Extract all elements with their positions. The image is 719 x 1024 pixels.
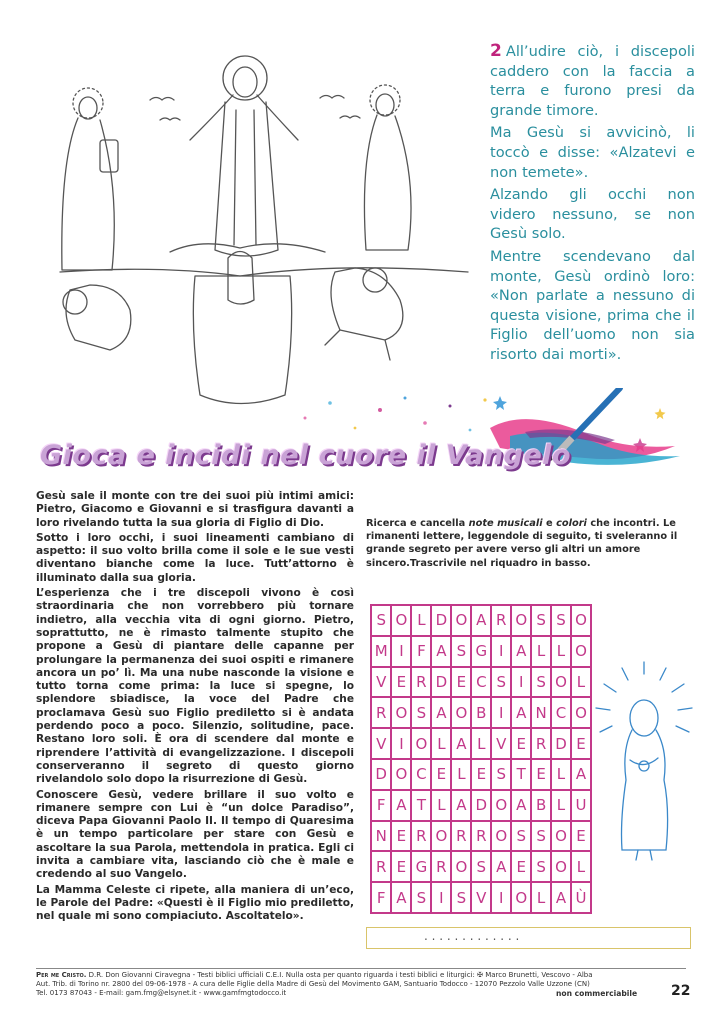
grid-cell[interactable]: N — [371, 821, 391, 852]
grid-cell[interactable]: O — [571, 605, 591, 636]
grid-cell[interactable]: S — [491, 667, 511, 698]
story-paragraph: La Mamma Celeste ci ripete, alla maniera di un’eco, le Parole del Padre: «Questi è il Figlio mio prediletto, nel quale mi sono compiaciuto. Ascoltatelo». — [36, 883, 354, 923]
grid-cell[interactable]: R — [431, 851, 451, 882]
answer-box[interactable] — [366, 927, 691, 949]
footer-divider — [36, 968, 686, 969]
footer-credits: Per me Cristo. D.R. Don Giovanni Ciravegna - Testi biblici ufficiali C.E.I. Nulla osta per quanto riguarda i testi biblici e liturgici: ✠ Marco Brunetti, Vescovo - Alba Aut. Trib. di Torino nr. 2800 del 09-06-1978 - A cura delle Figlie della Madre di Gesù del Movimento GAM, Santuario Todocco - 12070 Pezzolo Valle Uzzone (CN) Tel. 0173 87043 - E-mail: gam.fmg@elsynet.it - www.gamfmgtodocco.it — [36, 971, 593, 998]
grid-cell[interactable]: E — [471, 759, 491, 790]
grid-cell[interactable]: B — [531, 790, 551, 821]
grid-cell[interactable]: V — [371, 728, 391, 759]
jesus-sketch-illustration — [592, 660, 697, 865]
transfiguration-illustration — [40, 40, 470, 412]
grid-cell[interactable]: F — [371, 790, 391, 821]
grid-cell[interactable]: A — [391, 882, 411, 913]
grid-cell[interactable]: A — [551, 882, 571, 913]
passage-paragraph: 2 All’udire ciò, i discepoli caddero con la faccia a terra e furono presi da grande timore. — [490, 41, 695, 119]
answer-placeholder-dots: . . . . . . . . . . . . . — [424, 929, 520, 943]
grid-cell[interactable]: O — [451, 605, 471, 636]
grid-cell[interactable]: Ù — [571, 882, 591, 913]
grid-cell[interactable]: C — [411, 759, 431, 790]
grid-cell[interactable]: L — [471, 728, 491, 759]
grid-cell[interactable]: E — [511, 851, 531, 882]
grid-row — [371, 759, 591, 790]
grid-cell[interactable]: R — [411, 667, 431, 698]
grid-cell[interactable]: I — [511, 667, 531, 698]
grid-cell[interactable]: O — [511, 882, 531, 913]
grid-cell[interactable]: E — [391, 851, 411, 882]
grid-cell[interactable]: R — [411, 821, 431, 852]
grid-cell[interactable]: L — [551, 636, 571, 667]
grid-cell[interactable]: R — [371, 851, 391, 882]
grid-cell[interactable]: E — [431, 759, 451, 790]
grid-row — [371, 790, 591, 821]
grid-cell[interactable]: L — [531, 882, 551, 913]
grid-cell[interactable]: S — [471, 851, 491, 882]
grid-cell[interactable]: O — [451, 851, 471, 882]
grid-row — [371, 851, 591, 882]
grid-cell[interactable]: E — [391, 821, 411, 852]
grid-cell[interactable]: C — [471, 667, 491, 698]
grid-cell[interactable]: M — [371, 636, 391, 667]
grid-cell[interactable]: A — [511, 790, 531, 821]
grid-cell[interactable]: U — [571, 790, 591, 821]
grid-cell[interactable]: O — [491, 790, 511, 821]
story-paragraph: Sotto i loro occhi, i suoi lineamenti cambiano di aspetto: il suo volto brilla come il sole e le sue vesti diventano bianche come la luce. Tutt’attorno è illuminato dalla sua gloria. — [36, 531, 354, 584]
grid-cell[interactable]: L — [531, 636, 551, 667]
grid-row — [371, 882, 591, 913]
story-paragraph: Conoscere Gesù, vedere brillare il suo volto e rimanere sempre con Lui è “un dolce Paradiso”, diceva Papa Giovanni Paolo II. Il tempo di Quaresima è un tempo particolare per stare con Gesù e ascoltare la sua Parola, mettendola in pratica. Egli ci invita a cambiare vita, lasciando ciò che è male e credendo al suo Vangelo. — [36, 788, 354, 881]
grid-cell[interactable]: A — [431, 697, 451, 728]
grid-cell[interactable]: S — [411, 882, 431, 913]
grid-cell[interactable]: A — [511, 636, 531, 667]
grid-cell[interactable]: A — [471, 605, 491, 636]
grid-cell[interactable]: L — [571, 667, 591, 698]
grid-cell[interactable]: A — [391, 790, 411, 821]
story-paragraph: Gesù sale il monte con tre dei suoi più intimi amici: Pietro, Giacomo e Giovanni e si trasfigura davanti a loro rivelando tutta la sua gloria di Figlio di Dio. — [36, 490, 354, 529]
grid-cell[interactable]: S — [531, 851, 551, 882]
non-commercial-label: non commerciabile — [556, 989, 638, 998]
word-search-grid[interactable] — [370, 604, 592, 914]
grid-cell[interactable]: S — [531, 821, 551, 852]
grid-cell[interactable]: G — [411, 851, 431, 882]
grid-cell[interactable]: A — [451, 728, 471, 759]
grid-cell[interactable]: D — [371, 759, 391, 790]
grid-cell[interactable]: O — [551, 851, 571, 882]
grid-cell[interactable]: G — [471, 636, 491, 667]
grid-cell[interactable]: E — [571, 821, 591, 852]
grid-cell[interactable]: O — [551, 821, 571, 852]
grid-cell[interactable]: S — [491, 759, 511, 790]
footer-brand: Per me Cristo. — [36, 971, 87, 979]
grid-cell[interactable]: R — [531, 728, 551, 759]
grid-cell[interactable]: L — [431, 728, 451, 759]
grid-cell[interactable]: O — [411, 728, 431, 759]
grid-cell[interactable]: E — [451, 667, 471, 698]
grid-cell[interactable]: O — [571, 636, 591, 667]
grid-cell[interactable]: R — [451, 821, 471, 852]
story-text — [36, 490, 354, 926]
grid-cell[interactable]: N — [531, 697, 551, 728]
grid-cell[interactable]: D — [431, 667, 451, 698]
grid-cell[interactable]: O — [511, 605, 531, 636]
verse-number: 2 — [490, 41, 502, 61]
passage-paragraph: Ma Gesù si avvicinò, li toccò e disse: «Alzatevi e non temete». — [490, 124, 695, 181]
grid-cell[interactable]: A — [511, 697, 531, 728]
grid-cell[interactable]: A — [431, 636, 451, 667]
grid-cell[interactable]: T — [511, 759, 531, 790]
grid-cell[interactable]: S — [531, 667, 551, 698]
grid-cell[interactable]: O — [451, 697, 471, 728]
grid-cell[interactable]: D — [471, 790, 491, 821]
grid-cell[interactable]: S — [551, 605, 571, 636]
grid-cell[interactable]: I — [391, 636, 411, 667]
grid-cell[interactable]: I — [391, 728, 411, 759]
grid-row — [371, 697, 591, 728]
grid-cell[interactable]: I — [431, 882, 451, 913]
grid-cell[interactable]: O — [391, 605, 411, 636]
grid-row — [371, 728, 591, 759]
section-heading: Gioca e incidi nel cuore il Vangelo — [40, 440, 572, 471]
grid-cell[interactable]: A — [491, 851, 511, 882]
grid-cell[interactable]: L — [551, 759, 571, 790]
grid-cell[interactable]: E — [511, 728, 531, 759]
puzzle-instructions: Ricerca e cancella note musicali e colori che incontri. Le rimanenti lettere, leggendole di seguito, ti sveleranno il grande segreto per avere verso gli altri un amore sincero.Trascrivile nel riquadro in basso. — [366, 518, 678, 569]
grid-cell[interactable]: V — [491, 728, 511, 759]
grid-cell[interactable]: F — [371, 882, 391, 913]
grid-cell[interactable]: S — [511, 821, 531, 852]
grid-cell[interactable]: O — [491, 821, 511, 852]
story-paragraph: L’esperienza che i tre discepoli vivono è così straordinaria che non vorrebbero più tornare indietro, alla vecchia vita di ogni giorno. Pietro, soprattutto, ne è rimasto talmente stupito che propone a Gesù di piantare delle capanne per prolungare la permanenza dei suoi ospiti e rimanere ancora un po’ lì. Ma una nube nasconde la visione e tutto torna come prima: la luce si spegne, lo splendore sbiadisce, la voce del Padre che proclamava Gesù suo Figlio prediletto si è andata perdendo poco a poco. Silenzio, solitudine, pace. Restano loro soli. È ora di scendere dal monte e riprendere l’attività di evangelizzazione. I discepoli conserveranno il segreto di questo giorno rivelandolo solo dopo la risurrezione di Gesù. — [36, 587, 354, 786]
grid-cell[interactable]: R — [371, 697, 391, 728]
grid-cell[interactable]: L — [451, 759, 471, 790]
grid-cell[interactable]: A — [571, 759, 591, 790]
page-number: 22 — [671, 983, 691, 999]
grid-cell[interactable]: O — [551, 667, 571, 698]
grid-cell[interactable]: V — [471, 882, 491, 913]
grid-cell[interactable]: R — [491, 605, 511, 636]
grid-cell[interactable]: S — [531, 605, 551, 636]
grid-row — [371, 605, 591, 636]
grid-cell[interactable]: I — [491, 636, 511, 667]
grid-cell[interactable]: S — [411, 697, 431, 728]
grid-cell[interactable]: D — [431, 605, 451, 636]
grid-cell[interactable]: O — [391, 759, 411, 790]
grid-cell[interactable]: S — [451, 636, 471, 667]
grid-cell[interactable]: A — [451, 790, 471, 821]
grid-cell[interactable]: L — [431, 790, 451, 821]
grid-cell[interactable]: F — [411, 636, 431, 667]
grid-cell[interactable]: R — [471, 821, 491, 852]
grid-cell[interactable]: L — [411, 605, 431, 636]
grid-cell[interactable]: C — [551, 697, 571, 728]
grid-cell[interactable]: O — [571, 697, 591, 728]
grid-row — [371, 667, 591, 698]
grid-cell[interactable]: S — [371, 605, 391, 636]
grid-cell[interactable]: O — [431, 821, 451, 852]
grid-cell[interactable]: I — [491, 697, 511, 728]
grid-cell[interactable]: L — [571, 851, 591, 882]
grid-cell[interactable]: I — [491, 882, 511, 913]
grid-cell[interactable]: B — [471, 697, 491, 728]
passage-paragraph: Alzando gli occhi non videro nessuno, se non Gesù solo. — [490, 186, 695, 243]
gospel-passage — [490, 42, 695, 368]
grid-cell[interactable]: E — [531, 759, 551, 790]
grid-cell[interactable]: T — [411, 790, 431, 821]
grid-cell[interactable]: L — [551, 790, 571, 821]
grid-cell[interactable]: D — [551, 728, 571, 759]
grid-row — [371, 636, 591, 667]
grid-cell[interactable]: S — [451, 882, 471, 913]
grid-cell[interactable]: O — [391, 697, 411, 728]
grid-row — [371, 821, 591, 852]
passage-paragraph: Mentre scendevano dal monte, Gesù ordinò loro: «Non parlate a nessuno di questa visione, prima che il Figlio dell’uomo non sia risorto dai morti». — [490, 247, 695, 363]
grid-cell[interactable]: V — [371, 667, 391, 698]
grid-cell[interactable]: E — [571, 728, 591, 759]
grid-cell[interactable]: E — [391, 667, 411, 698]
